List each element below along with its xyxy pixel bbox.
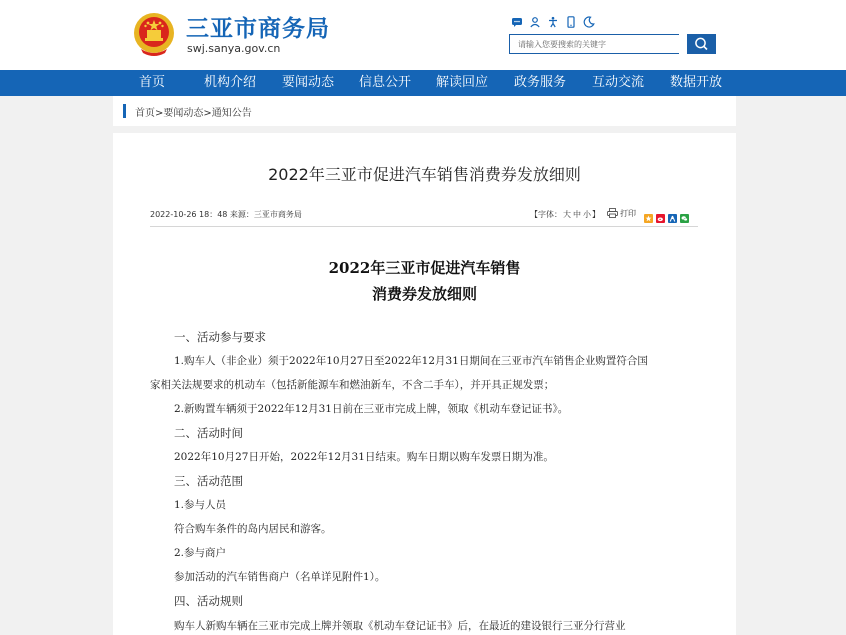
paragraph-line: 符合购车条件的岛内居民和游客。: [174, 523, 332, 535]
moon-icon[interactable]: [583, 13, 595, 25]
print-label: 打印: [620, 208, 636, 218]
paragraph-line: 2.新购置车辆须于2022年12月31日前在三亚市完成上牌，领取《机动车登记证书》。: [174, 403, 569, 415]
accessibility-icon[interactable]: [547, 13, 559, 25]
share-wechat-icon[interactable]: [680, 208, 689, 217]
breadcrumb: [113, 96, 736, 126]
print-button[interactable]: [607, 207, 636, 219]
national-emblem-logo[interactable]: [133, 11, 175, 57]
nav-item-news[interactable]: 要闻动态: [282, 75, 335, 90]
font-size-label: 【字体：: [530, 210, 562, 219]
section-heading: 四、活动规则: [174, 594, 243, 608]
paragraph-line: 购车人新购车辆在三亚市完成上牌并领取《机动车登记证书》后，在最近的建设银行三亚分行营业: [174, 620, 626, 632]
breadcrumb-notices[interactable]: 通知公告: [211, 108, 252, 119]
paragraph-line: 1.参与人员: [174, 499, 227, 511]
utility-icons: [511, 12, 595, 25]
site-header: [0, 0, 846, 70]
nav-item-home[interactable]: 首页: [139, 75, 166, 90]
article-container: [113, 133, 736, 635]
paragraph-line: 参加活动的汽车销售商户（名单详见附件1）。: [174, 571, 386, 583]
breadcrumb-news[interactable]: 要闻动态: [163, 108, 204, 119]
user-icon[interactable]: [529, 13, 541, 25]
breadcrumb-home[interactable]: 首页: [135, 108, 155, 119]
share-icons: [644, 208, 689, 217]
printer-icon: [607, 208, 618, 218]
main-nav: [0, 70, 846, 96]
share-qzone-icon[interactable]: [644, 208, 653, 217]
site-domain: swj.sanya.gov.cn: [187, 42, 281, 55]
site-title[interactable]: 三亚市商务局: [186, 16, 330, 42]
font-size-small[interactable]: 小: [583, 210, 591, 219]
document-title: [113, 255, 736, 307]
font-size-large[interactable]: 大: [563, 210, 571, 219]
article-meta: 2022-10-26 18：48 来源：三亚市商务局: [150, 210, 302, 219]
breadcrumb-separator: >: [155, 108, 164, 119]
paragraph-line: 1.购车人（非企业）须于2022年10月27日至2022年12月31日期间在三亚市汽车销售企业购置符合国: [174, 355, 648, 367]
paragraph-line: 2022年10月27日开始，2022年12月31日结束。购车日期以购车发票日期为准。: [174, 451, 554, 463]
mobile-icon[interactable]: [565, 13, 577, 25]
search-box: [509, 34, 716, 54]
nav-item-government-services[interactable]: 政务服务: [514, 75, 567, 90]
paragraph-line: 家相关法规要求的机动车（包括新能源车和燃油新车，不含二手车），并开具正规发票；: [150, 379, 555, 391]
breadcrumb-separator: >: [203, 108, 212, 119]
section-heading: 一、活动参与要求: [174, 330, 266, 344]
document-title-line: 消费券发放细则: [371, 285, 477, 303]
font-size-switcher: [530, 209, 600, 220]
nav-item-info-disclosure[interactable]: 信息公开: [359, 75, 412, 90]
document-title-line: 2022年三亚市促进汽车销售: [328, 259, 521, 277]
search-icon: [687, 34, 716, 54]
section-heading: 二、活动时间: [174, 426, 243, 440]
search-input[interactable]: [509, 34, 679, 54]
share-renren-icon[interactable]: [668, 208, 677, 217]
breadcrumb-marker: [123, 104, 126, 118]
font-size-medium[interactable]: 中: [573, 210, 581, 219]
nav-item-interpretation[interactable]: 解读回应: [436, 75, 489, 90]
nav-item-interaction[interactable]: 互动交流: [592, 75, 645, 90]
search-button[interactable]: [687, 34, 716, 54]
message-icon[interactable]: [511, 13, 523, 25]
breadcrumb-trail: [135, 104, 252, 119]
nav-item-organization[interactable]: 机构介绍: [204, 75, 257, 90]
share-weibo-icon[interactable]: [656, 208, 665, 217]
meta-divider: [150, 226, 698, 227]
paragraph-line: 2.参与商户: [174, 547, 227, 559]
section-heading: 三、活动范围: [174, 474, 243, 488]
font-size-bracket: 】: [592, 210, 600, 219]
nav-item-open-data[interactable]: 数据开放: [670, 75, 723, 90]
page-title: 2022年三亚市促进汽车销售消费券发放细则: [268, 165, 581, 184]
